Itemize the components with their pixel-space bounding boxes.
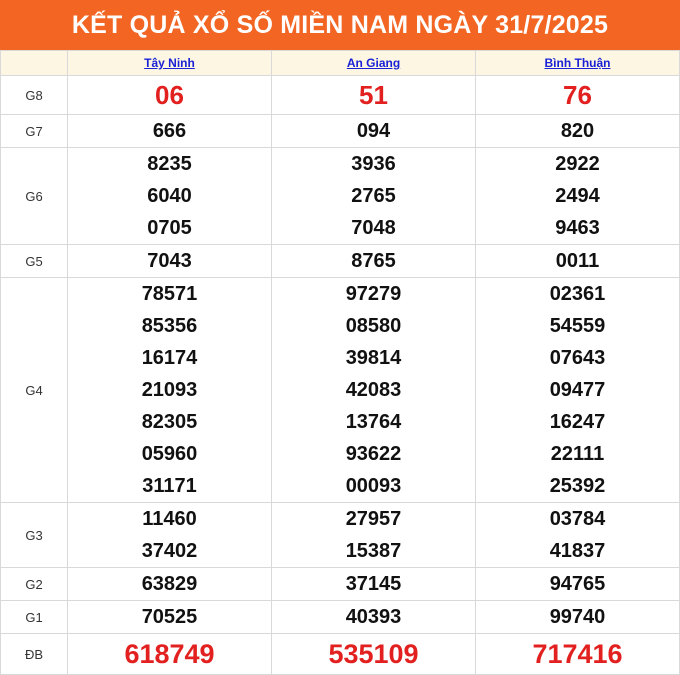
prize-cell (476, 568, 680, 601)
prize-label: ĐB (1, 634, 68, 675)
prize-number: 51 (359, 80, 388, 110)
prize-number: 0011 (555, 250, 600, 272)
prize-cell (68, 634, 272, 675)
prize-number: 11460 (142, 508, 197, 530)
prize-cell (68, 503, 272, 568)
prize-number: 94765 (549, 573, 606, 595)
prize-number: 666 (152, 120, 187, 142)
prize-number: 16174 (141, 347, 198, 369)
prize-number: 76 (563, 80, 592, 110)
prize-cell (272, 278, 476, 503)
prize-number: 31171 (142, 475, 197, 497)
province-header-row (1, 51, 680, 76)
prize-number: 0705 (147, 217, 192, 239)
prize-number: 2922 (555, 153, 600, 175)
prize-number: 9463 (555, 217, 600, 239)
prize-cell (272, 503, 476, 568)
prize-number: 41837 (549, 540, 606, 562)
province-link-an-giang[interactable]: An Giang (346, 56, 401, 70)
prize-number: 8765 (351, 250, 396, 272)
prize-number: 00093 (345, 475, 402, 497)
prize-column-header (1, 51, 68, 76)
prize-cell (476, 634, 680, 675)
prize-number: 85356 (141, 315, 198, 337)
prize-cell (272, 568, 476, 601)
prize-number: 78571 (141, 283, 198, 305)
results-header (0, 0, 680, 50)
prize-row (1, 503, 680, 568)
prize-number: 03784 (549, 508, 606, 530)
prize-number: 42083 (345, 379, 402, 401)
prize-number: 7048 (351, 217, 396, 239)
prize-cell (272, 115, 476, 148)
prize-number: 40393 (345, 606, 402, 628)
province-link-tay-ninh[interactable]: Tây Ninh (144, 56, 195, 70)
prize-number: 93622 (345, 443, 402, 465)
prize-number: 02361 (549, 283, 606, 305)
prize-row (1, 601, 680, 634)
prize-number: 99740 (549, 606, 606, 628)
prize-number: 63829 (141, 573, 198, 595)
province-header (68, 51, 272, 76)
prize-label: G7 (1, 115, 68, 148)
prize-number: 535109 (328, 639, 419, 669)
prize-cell (68, 76, 272, 115)
prize-row (1, 115, 680, 148)
prize-row (1, 245, 680, 278)
prize-cell (476, 115, 680, 148)
prize-number: 21093 (141, 379, 198, 401)
prize-cell (476, 245, 680, 278)
prize-number: 27957 (345, 508, 402, 530)
prize-cell (68, 568, 272, 601)
province-link-binh-thuan[interactable]: Bình Thuận (544, 56, 611, 70)
prize-cell (272, 148, 476, 245)
prize-number: 54559 (549, 315, 606, 337)
prize-label: G3 (1, 503, 68, 568)
prize-row (1, 76, 680, 115)
prize-cell (68, 245, 272, 278)
prize-cell (68, 601, 272, 634)
prize-row (1, 278, 680, 503)
prize-number: 70525 (141, 606, 198, 628)
prize-number: 08580 (345, 315, 402, 337)
prize-label: G2 (1, 568, 68, 601)
prize-cell (68, 278, 272, 503)
prize-number: 2765 (351, 185, 396, 207)
prize-cell (476, 601, 680, 634)
prize-number: 6040 (147, 185, 192, 207)
prize-number: 094 (356, 120, 391, 142)
prize-number: 97279 (345, 283, 402, 305)
province-header (476, 51, 680, 76)
prize-number: 37145 (345, 573, 402, 595)
prize-row (1, 568, 680, 601)
prize-row (1, 634, 680, 675)
prize-cell (476, 76, 680, 115)
prize-row (1, 148, 680, 245)
prize-label: G5 (1, 245, 68, 278)
prize-number: 717416 (532, 639, 623, 669)
prize-cell (476, 148, 680, 245)
page-title: KẾT QUẢ XỔ SỐ MIỀN NAM NGÀY 31/7/2025 (71, 10, 609, 39)
prize-cell (68, 115, 272, 148)
prize-number: 22111 (550, 443, 605, 465)
prize-cell (68, 148, 272, 245)
prize-label: G4 (1, 278, 68, 503)
province-header (272, 51, 476, 76)
prize-number: 15387 (345, 540, 402, 562)
prize-cell (272, 76, 476, 115)
prize-number: 06 (155, 80, 184, 110)
prize-cell (272, 245, 476, 278)
prize-cell (476, 278, 680, 503)
prize-number: 7043 (147, 250, 192, 272)
prize-number: 2494 (555, 185, 600, 207)
prize-number: 8235 (147, 153, 192, 175)
prize-number: 820 (560, 120, 595, 142)
prize-number: 13764 (345, 411, 402, 433)
prize-number: 82305 (141, 411, 198, 433)
prize-number: 3936 (351, 153, 396, 175)
prize-number: 37402 (141, 540, 198, 562)
prize-number: 39814 (345, 347, 402, 369)
prize-label: G8 (1, 76, 68, 115)
prize-number: 09477 (549, 379, 606, 401)
prize-number: 16247 (549, 411, 606, 433)
prize-number: 07643 (549, 347, 606, 369)
prize-number: 25392 (549, 475, 606, 497)
results-table (0, 50, 680, 675)
prize-label: G1 (1, 601, 68, 634)
prize-cell (476, 503, 680, 568)
prize-number: 618749 (124, 639, 215, 669)
prize-cell (272, 634, 476, 675)
prize-number: 05960 (141, 443, 198, 465)
prize-cell (272, 601, 476, 634)
prize-label: G6 (1, 148, 68, 245)
